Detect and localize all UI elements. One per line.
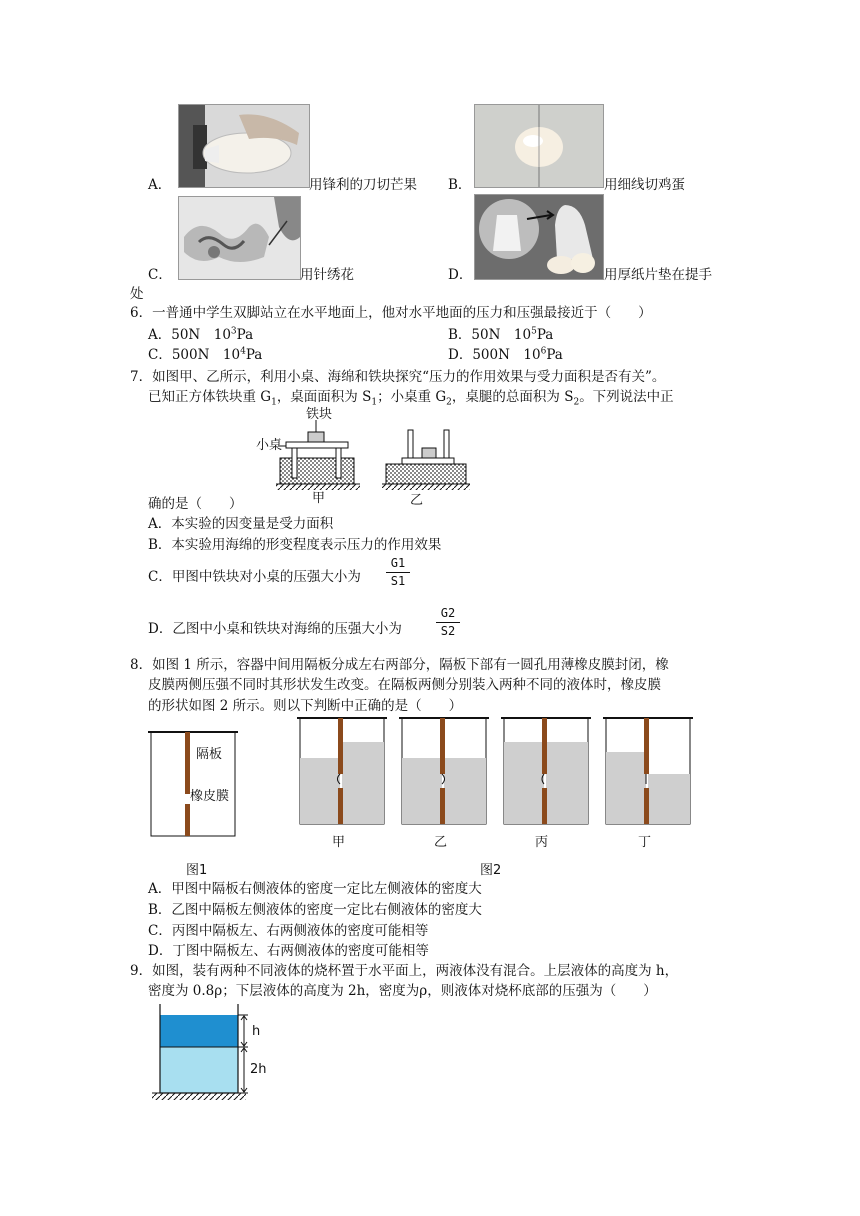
q6-option-d: D．500N $10^6Pa$ — [448, 346, 563, 363]
q5-b-text: 用细线切鸡蛋 — [604, 177, 685, 193]
q7-d-fraction: G2 S2 — [436, 606, 460, 639]
embroidery-photo — [178, 196, 301, 280]
q8-option-c: C．丙图中隔板左、右两侧液体的密度可能相等 — [148, 923, 429, 939]
q9-line2: 密度为 0.8ρ；下层液体的高度为 2h，密度为ρ，则液体对烧杯底部的压强为（ ） — [148, 983, 657, 999]
q8-line1: 8．如图 1 所示，容器中间用隔板分成左右两部分，隔板下部有一圆孔用薄橡皮膜封闭，橡 — [130, 657, 669, 673]
q8-jia-label: 甲 — [332, 835, 346, 850]
q5-a-text: 用锋利的刀切芒果 — [309, 177, 417, 193]
q6-stem: 6．一普通中学生双脚站立在水平地面上，他对水平地面的压力和压强最接近于（ ） — [130, 305, 652, 321]
q7-c-fraction: G1 S1 — [386, 556, 410, 589]
table-sponge-figure — [250, 404, 480, 510]
q6-option-b: B．50N $10^5Pa$ — [448, 326, 554, 343]
q8-option-b: B．乙图中隔板左侧液体的密度一定比右侧液体的密度大 — [148, 902, 482, 918]
q7-fig-table-label: 小桌 — [256, 438, 283, 453]
q5-d-text: 用厚纸片垫在提手 — [604, 267, 712, 283]
q9-h-label: h — [252, 1024, 261, 1039]
q7-fig-iron-label: 铁块 — [306, 407, 333, 422]
q7-fig-yi-label: 乙 — [410, 493, 424, 508]
q8-partition-label: 隔板 — [196, 747, 223, 762]
q7-line1: 7．如图甲、乙所示，利用小桌、海绵和铁块探究“压力的作用效果与受力面积是否有关”。 — [130, 369, 666, 385]
paper-handle-photo — [474, 194, 604, 280]
q6-option-a: A．50N $10^3Pa$ — [148, 326, 254, 343]
q8-ding-label: 丁 — [638, 835, 652, 850]
q7-option-d: D．乙图中小桌和铁块对海绵的压强大小为 — [148, 621, 402, 637]
q8-line2: 皮膜两侧压强不同时其形状发生改变。在隔板两侧分别装入两种不同的液体时，橡皮膜 — [148, 677, 661, 693]
q7-option-c: C．甲图中铁块对小桌的压强大小为 — [148, 569, 361, 585]
q5-d-letter: D． — [448, 267, 473, 283]
q5-d-continued: 处 — [130, 286, 144, 302]
q7-fig-jia-label: 甲 — [312, 491, 326, 506]
q7-line3: 确的是（ ） — [148, 496, 243, 512]
q8-option-d: D．丁图中隔板左、右两侧液体的密度可能相等 — [148, 943, 429, 959]
q9-line1: 9．如图，装有两种不同液体的烧杯置于水平面上，两液体没有混合。上层液体的高度为 h， — [130, 963, 679, 979]
q9-2h-label: 2h — [250, 1062, 267, 1077]
q8-option-a: A．甲图中隔板右侧液体的密度一定比左侧液体的密度大 — [148, 881, 482, 897]
egg-thread-photo — [474, 104, 604, 188]
q8-line3: 的形状如图 2 所示。则以下判断中正确的是（ ） — [148, 698, 463, 714]
q5-c-text: 用针绣花 — [300, 267, 354, 283]
mango-cut-photo — [178, 104, 310, 188]
q8-yi-label: 乙 — [434, 835, 448, 850]
q7-option-a: A．本实验的因变量是受力面积 — [148, 516, 334, 532]
q5-b-letter: B． — [448, 177, 472, 193]
q8-fig1-caption: 图1 — [186, 863, 208, 878]
q7-option-b: B．本实验用海绵的形变程度表示压力的作用效果 — [148, 537, 442, 553]
q6-option-c: C．500N $10^4Pa$ — [148, 346, 263, 363]
q5-c-letter: C． — [148, 267, 172, 283]
q7-line2: 已知正方体铁块重 $G_1$，桌面面积为 $S_1$；小桌重 $G_2$，桌腿的总面积为 $S_2$。下列说法中正 — [148, 389, 674, 408]
q5-a-letter: A． — [148, 177, 172, 193]
q8-bing-label: 丙 — [535, 835, 549, 850]
container-figures — [145, 712, 695, 858]
q8-membrane-label: 橡皮膜 — [190, 789, 230, 804]
q8-fig2-caption: 图2 — [480, 863, 502, 878]
beaker-figure — [148, 1000, 278, 1112]
